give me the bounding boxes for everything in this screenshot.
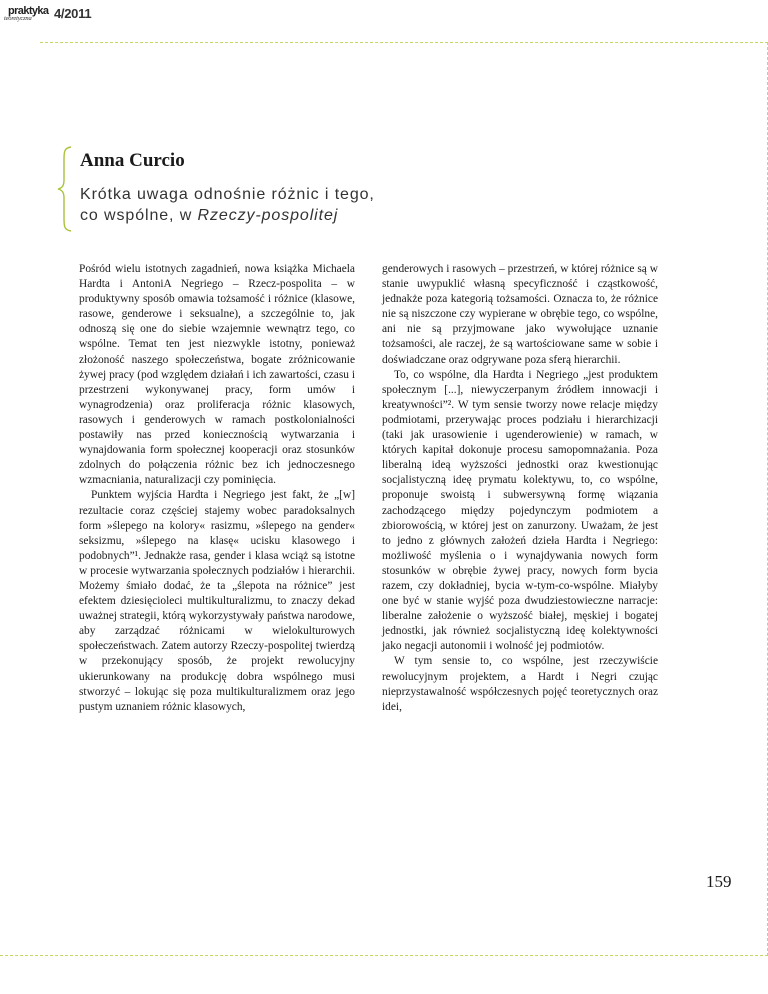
- text-column-left: [79, 262, 355, 715]
- paragraph: To, co wspólne, dla Hardta i Negriego „jest produktem społecznym [...], niewyczerpanym źródłem innowacji i kreatywności”². W tym sensie tworzy nowe relacje między podmiotami, przerywając proces podziału i hierarchizacji (taki jak urasowienie i ugenderowienie) w ramach, w których kapitał dokonuje procesu samopomnażania. Poza liberalną ideą wyższości jednostki oraz kwestionując socjalistyczną ideę prymatu kolektywu, to, co wspólne, proponuje swoistą i subwersywną formę wiązania zachodzącego między pojedynczym podmiotem a zbiorowością, w której jest on zanurzony. Uważam, że jest to jedno z głównych założeń dzieła Hardta i Negriego: możliwość myślenia o i wynajdywania nowych form stosunków w obrębie żywej pracy, nowych form bycia razem, czy dokładniej, bycia w-tym-co-wspólne. Miałyby one być w stanie wyjść poza dwudziestowieczne narracje: liberalne założenie o wyższość białej, męskiej i bogatej jednostki, jak również socjalistyczną ideę kolektywności jako negacji autonomii i wolność jej podmiotów.: [382, 368, 658, 653]
- title-line-2: [80, 205, 480, 226]
- article-title: [80, 184, 480, 226]
- curly-brace-icon: [57, 146, 73, 232]
- journal-logo: [4, 6, 50, 24]
- paragraph: Punktem wyjścia Hardta i Negriego jest fakt, że „[w] rezultacie coraz częściej stajemy wobec paradoksalnych form »ślepego na kolory« rasizmu, »ślepego na gender« seksizmu, »ślepego na klasę« ucisku klasowego i podobnych”¹. Jednakże rasa, gender i klasa wciąż są istotne w procesie wytwarzania społecznych podziałów i hierarchii. Możemy śmiało dodać, że ta „ślepota na różnice” jest efektem dziesięcioleci multikulturalizmu, to znaczy dekad uważnej strategii, którą wykorzystywały państwa narodowe, aby zarządzać różnicami w wielokulturowych społeczeństwach. Zatem autorzy Rzeczy-pospolitej twierdzą w przekonujący sposób, że projekt rewolucyjny ukierunkowany na produkcję dobra wspólnego musi stworzyć – lokując się poza multikulturalizmem oraz jego pustym uznaniem różnic klasowych,: [79, 489, 355, 713]
- title-line-2-prefix: co wspólne, w: [80, 207, 198, 224]
- paragraph: genderowych i rasowych – przestrzeń, w której różnice są w stanie uwypuklić własną specyficzność i cząstkowość, jednakże poza kategorią tożsamości. Oznacza to, że różnice nie są niszczone czy wypierane w obrębie tego, co wspólne, ani nie są przyjmowane jako wywołujące uznanie tożsamości, ale raczej, że są wartościowane same w sobie i doświadczane oraz odgrywane poza sferą hierarchii.: [382, 263, 658, 366]
- title-line-2-emphasis: Rzeczy-pospolitej: [197, 207, 339, 224]
- paragraph: Pośród wielu istotnych zagadnień, nowa książka Michaela Hardta i AntoniA Negriego – Rzecz-pospolita – w produktywny sposób omawia tożsamość i różnice (klasowe, rasowe, genderowe i seksualne), a szczególnie to, jak odnoszą się one do siebie wzajemnie wewnątrz tego, co wspólne. Temat ten jest niezwykle istotny, ponieważ złożoność naszego społeczeństwa, bogate zróżnicowanie żywej pracy (pod względem działań i ich zawartości, czasu i przestrzeni wykonywanej pracy, form umów i wynagrodzenia) oraz proliferacja różnic klasowych, rasowych i genderowych w ramach postkolonialności postawiły nas przed koniecznością wytwarzania i wynajdowania form społecznej kooperacji oraz stosunków zdolnych do połączenia różnic bez ich jednoczesnego wzmacniania, naturalizacji czy pominięcia.: [79, 263, 355, 487]
- frame-bottom-dashed-line: [0, 955, 768, 956]
- journal-header: [4, 6, 154, 24]
- issue-number: 4/2011: [54, 6, 92, 21]
- logo-top-text: praktyka: [8, 5, 49, 17]
- title-line-1: Krótka uwaga odnośnie różnic i tego,: [80, 186, 375, 203]
- page-number: 159: [706, 872, 732, 891]
- frame-top-dashed-line: [40, 42, 768, 43]
- logo-bottom-text: teoretyczna: [4, 15, 32, 22]
- article-author: Anna Curcio: [80, 150, 185, 171]
- text-column-right: [382, 262, 658, 715]
- paragraph: W tym sensie to, co wspólne, jest rzeczywiście rewolucyjnym projektem, a Hardt i Negri czując nieprzystawalność współczesnych pojęć teoretycznych oraz idei,: [382, 655, 658, 713]
